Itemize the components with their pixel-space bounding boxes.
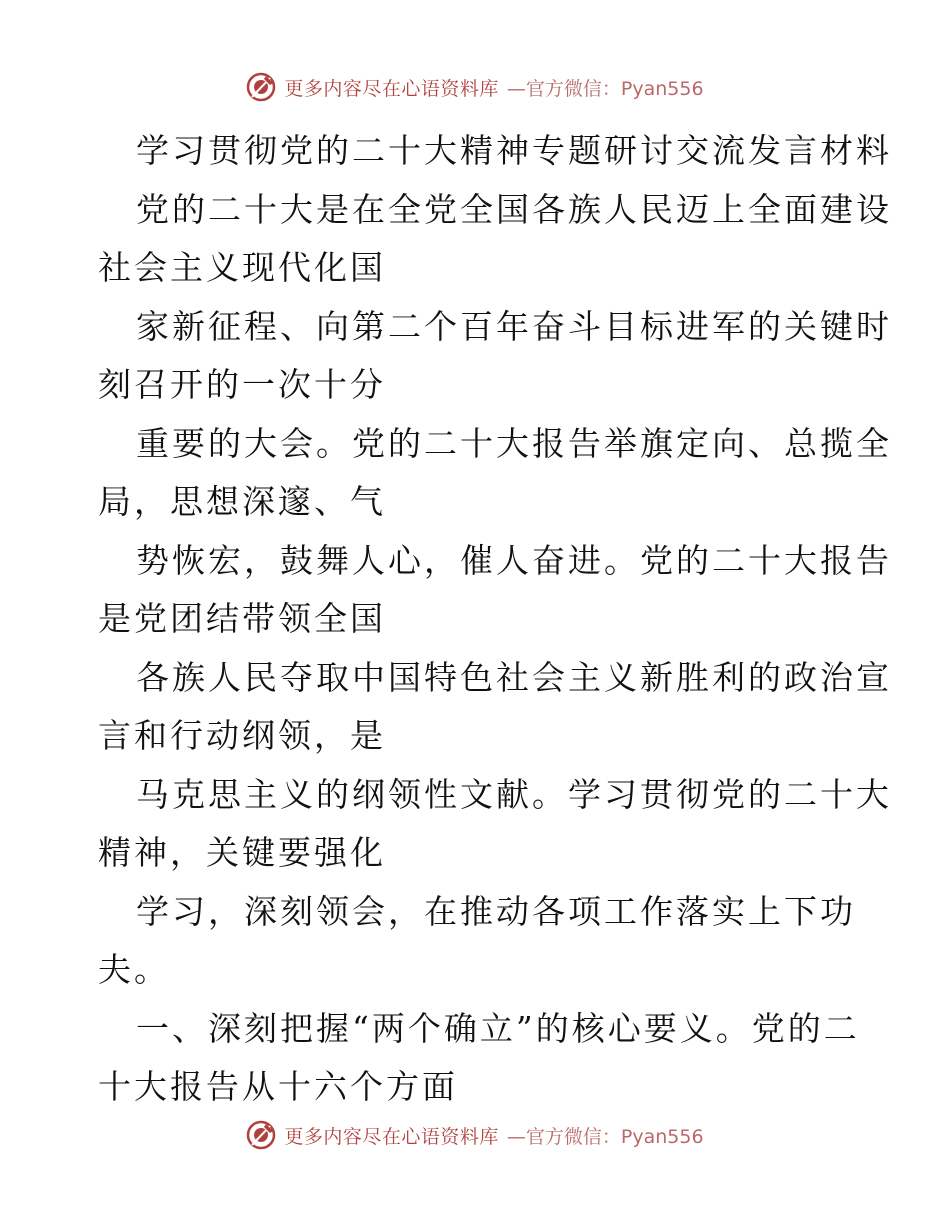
paragraph-line: 局，思想深邃、气 (98, 482, 386, 521)
pen-seal-icon (246, 1120, 276, 1150)
paragraph-line: 十大报告从十六个方面 (98, 1067, 458, 1106)
paragraph-line: 是党团结带领全国 (98, 599, 386, 638)
paragraph-line: 刻召开的一次十分 (98, 365, 386, 404)
watermark-secondary-text: —官方微信：Pyan556 (506, 77, 704, 100)
paragraph-line: 势恢宏，鼓舞人心，催人奋进。党的二十大报告 (136, 540, 892, 580)
paragraph-line: 学习，深刻领会，在推动各项工作落实上下功 (136, 891, 856, 931)
paragraph-line: 马克思主义的纲领性文献。学习贯彻党的二十大 (136, 774, 892, 814)
watermark-primary-text: 更多内容尽在心语资料库 (284, 77, 499, 100)
watermark-primary-text: 更多内容尽在心语资料库 (284, 1125, 499, 1148)
document-body (98, 122, 892, 1117)
section-heading-line: 一、深刻把握“两个确立”的核心要义。党的二 (136, 1008, 860, 1048)
paragraph-line: 党的二十大是在全党全国各族人民迈上全面建设 (136, 189, 892, 229)
pen-seal-icon (246, 72, 276, 102)
paragraph-line: 家新征程、向第二个百年奋斗目标进军的关键时 (136, 306, 892, 346)
document-title: 学习贯彻党的二十大精神专题研讨交流发言材料 (136, 131, 892, 170)
header-watermark (0, 72, 950, 102)
paragraph-line: 各族人民夺取中国特色社会主义新胜利的政治宣 (136, 657, 892, 697)
footer-watermark (0, 1120, 950, 1150)
paragraph-line: 社会主义现代化国 (98, 248, 386, 287)
paragraph-line: 言和行动纲领，是 (98, 716, 386, 755)
watermark-secondary-text: —官方微信：Pyan556 (506, 1125, 704, 1148)
paragraph-line: 夫。 (98, 950, 170, 989)
paragraph-line: 精神，关键要强化 (98, 833, 386, 872)
paragraph-line: 重要的大会。党的二十大报告举旗定向、总揽全 (136, 423, 892, 463)
